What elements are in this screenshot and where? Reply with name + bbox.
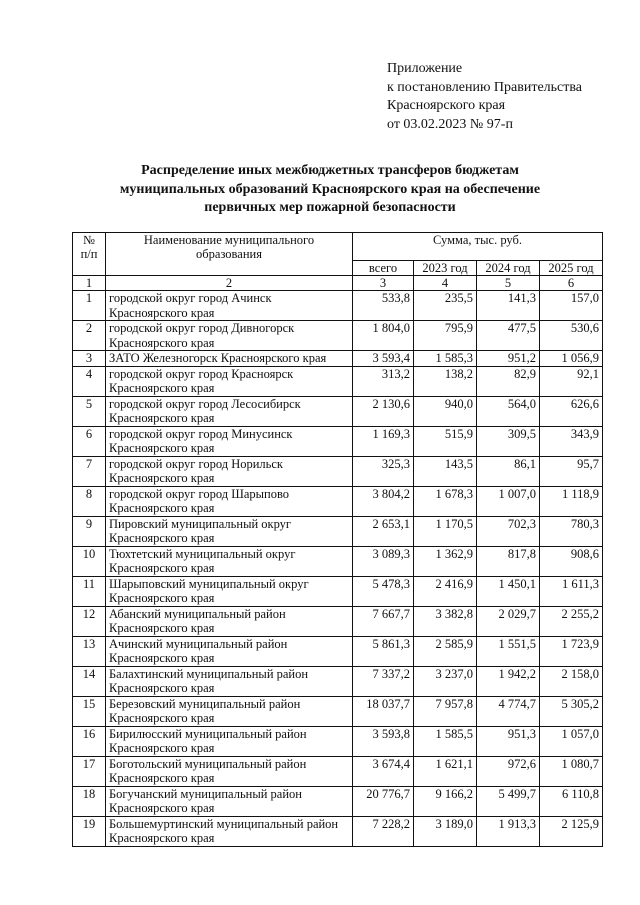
- municipality-name-line: Боготольский муниципальный район: [109, 756, 307, 771]
- amount-total: 2 653,1: [353, 516, 414, 546]
- amount-2023: 1 362,9: [414, 546, 477, 576]
- amount-2023: 9 166,2: [414, 786, 477, 816]
- header-num-line2: п/п: [80, 247, 98, 261]
- row-number: 9: [73, 516, 106, 546]
- amount-2024: 951,3: [477, 726, 540, 756]
- amount-2023: 2 416,9: [414, 576, 477, 606]
- table-row: [73, 351, 603, 367]
- amount-2024: 477,5: [477, 321, 540, 351]
- header-total: всего: [353, 261, 414, 276]
- municipality-name-line: городской округ город Минусинск: [109, 426, 293, 441]
- municipality-name: [106, 666, 353, 696]
- municipality-name-line: Красноярского края: [109, 441, 215, 455]
- distribution-table: [72, 232, 603, 847]
- municipality-name: [106, 786, 353, 816]
- amount-total: 7 667,7: [353, 606, 414, 636]
- amount-2023: 1 621,1: [414, 756, 477, 786]
- row-number: 5: [73, 396, 106, 426]
- municipality-name: [106, 366, 353, 396]
- amount-2024: 564,0: [477, 396, 540, 426]
- municipality-name-line: Красноярского края: [109, 801, 215, 815]
- header-name-line2: образования: [196, 247, 262, 261]
- amount-2025: 2 125,9: [540, 816, 603, 846]
- municipality-name-line: Красноярского края: [109, 681, 215, 695]
- title-line: первичных мер пожарной безопасности: [204, 200, 456, 215]
- amount-2023: 143,5: [414, 456, 477, 486]
- amount-2024: 309,5: [477, 426, 540, 456]
- municipality-name: [106, 291, 353, 321]
- table-row: [73, 696, 603, 726]
- amount-2025: 1 080,7: [540, 756, 603, 786]
- table-row: [73, 666, 603, 696]
- appendix-line: от 03.02.2023 № 97-п: [387, 116, 513, 132]
- municipality-name-line: Красноярского края: [109, 651, 215, 665]
- table-row: [73, 321, 603, 351]
- table-row: [73, 606, 603, 636]
- municipality-name: [106, 486, 353, 516]
- municipality-name-line: Красноярского края: [109, 305, 215, 320]
- amount-2025: 92,1: [540, 366, 603, 396]
- municipality-name-line: Красноярского края: [109, 335, 215, 350]
- municipality-name-line: городской округ город Ачинск: [109, 291, 272, 305]
- amount-2023: 1 678,3: [414, 486, 477, 516]
- municipality-name: [106, 696, 353, 726]
- row-number: 13: [73, 636, 106, 666]
- amount-2025: 1 118,9: [540, 486, 603, 516]
- amount-total: 1 804,0: [353, 321, 414, 351]
- header-2024: 2024 год: [477, 261, 540, 276]
- row-number: 8: [73, 486, 106, 516]
- amount-total: 313,2: [353, 366, 414, 396]
- table-row: [73, 576, 603, 606]
- amount-total: 5 478,3: [353, 576, 414, 606]
- amount-2024: 2 029,7: [477, 606, 540, 636]
- column-number: 4: [414, 276, 477, 291]
- municipality-name: [106, 576, 353, 606]
- municipality-name-line: городской округ город Норильск: [109, 456, 283, 471]
- header-num: [73, 233, 106, 276]
- municipality-name: [106, 756, 353, 786]
- amount-2024: 972,6: [477, 756, 540, 786]
- amount-2025: 1 057,0: [540, 726, 603, 756]
- amount-2023: 7 957,8: [414, 696, 477, 726]
- amount-total: 5 861,3: [353, 636, 414, 666]
- municipality-name-line: Бирилюсский муниципальный район: [109, 726, 307, 741]
- header-2023: 2023 год: [414, 261, 477, 276]
- header-sum: Сумма, тыс. руб.: [353, 233, 603, 261]
- amount-2023: 2 585,9: [414, 636, 477, 666]
- amount-total: 7 337,2: [353, 666, 414, 696]
- table-row: [73, 546, 603, 576]
- amount-2024: 141,3: [477, 291, 540, 321]
- municipality-name-line: Красноярского края: [109, 621, 215, 635]
- appendix-line: Приложение: [387, 61, 463, 76]
- municipality-name-line: Тюхтетский муниципальный округ: [109, 546, 296, 561]
- municipality-name-line: Красноярского края: [109, 411, 215, 425]
- amount-2025: 908,6: [540, 546, 603, 576]
- column-number-row: [73, 276, 603, 291]
- amount-total: 1 169,3: [353, 426, 414, 456]
- amount-total: 3 804,2: [353, 486, 414, 516]
- row-number: 6: [73, 426, 106, 456]
- municipality-name: [106, 426, 353, 456]
- amount-2025: 6 110,8: [540, 786, 603, 816]
- amount-2025: 530,6: [540, 321, 603, 351]
- header-2025: 2025 год: [540, 261, 603, 276]
- amount-total: 7 228,2: [353, 816, 414, 846]
- row-number: 19: [73, 816, 106, 846]
- municipality-name: [106, 606, 353, 636]
- table-row: [73, 726, 603, 756]
- amount-2025: 1 723,9: [540, 636, 603, 666]
- municipality-name-line: Красноярского края: [109, 471, 215, 485]
- amount-2024: 702,3: [477, 516, 540, 546]
- amount-2024: 1 551,5: [477, 636, 540, 666]
- table-row: [73, 456, 603, 486]
- amount-2024: 817,8: [477, 546, 540, 576]
- municipality-name: [106, 636, 353, 666]
- row-number: 7: [73, 456, 106, 486]
- amount-2024: 5 499,7: [477, 786, 540, 816]
- amount-2023: 3 382,8: [414, 606, 477, 636]
- amount-2025: 95,7: [540, 456, 603, 486]
- header-name-line1: Наименование муниципального: [143, 233, 315, 247]
- amount-2024: 1 913,3: [477, 816, 540, 846]
- amount-2025: 5 305,2: [540, 696, 603, 726]
- amount-2024: 1 007,0: [477, 486, 540, 516]
- municipality-name-line: Красноярского края: [109, 501, 215, 515]
- municipality-name-line: Красноярского края: [109, 831, 215, 845]
- column-number: 2: [106, 276, 353, 291]
- row-number: 16: [73, 726, 106, 756]
- municipality-name: [106, 456, 353, 486]
- amount-2024: 1 942,2: [477, 666, 540, 696]
- municipality-name-line: Красноярского края: [109, 381, 215, 395]
- municipality-name-line: Абанский муниципальный район: [109, 606, 286, 621]
- municipality-name-line: Шарыповский муниципальный округ: [109, 576, 309, 591]
- municipality-name-line: Богучанский муниципальный район: [109, 786, 302, 801]
- amount-2025: 1 611,3: [540, 576, 603, 606]
- municipality-name-line: городской округ город Дивногорск: [109, 321, 295, 335]
- amount-2023: 795,9: [414, 321, 477, 351]
- row-number: 15: [73, 696, 106, 726]
- table-row: [73, 786, 603, 816]
- row-number: 12: [73, 606, 106, 636]
- amount-2023: 138,2: [414, 366, 477, 396]
- row-number: 18: [73, 786, 106, 816]
- municipality-name-line: Красноярского края: [109, 771, 215, 785]
- amount-2024: 82,9: [477, 366, 540, 396]
- appendix-line: к постановлению Правительства: [387, 79, 583, 95]
- table-body: [73, 291, 603, 847]
- row-number: 10: [73, 546, 106, 576]
- municipality-name-line: Ачинский муниципальный район: [109, 636, 288, 651]
- municipality-name-line: ЗАТО Железногорск Красноярского края: [109, 351, 327, 365]
- municipality-name: [106, 396, 353, 426]
- column-number: 6: [540, 276, 603, 291]
- table-row: [73, 756, 603, 786]
- row-number: 3: [73, 351, 106, 367]
- amount-2023: 1 585,3: [414, 351, 477, 367]
- amount-total: 3 593,4: [353, 351, 414, 367]
- municipality-name-line: Балахтинский муниципальный район: [109, 666, 309, 681]
- amount-2025: 343,9: [540, 426, 603, 456]
- amount-2023: 235,5: [414, 291, 477, 321]
- column-number: 1: [73, 276, 106, 291]
- amount-2025: 626,6: [540, 396, 603, 426]
- amount-2023: 3 189,0: [414, 816, 477, 846]
- municipality-name: [106, 321, 353, 351]
- amount-total: 20 776,7: [353, 786, 414, 816]
- amount-total: 2 130,6: [353, 396, 414, 426]
- amount-total: 533,8: [353, 291, 414, 321]
- amount-2025: 2 158,0: [540, 666, 603, 696]
- header-num-line1: №: [83, 233, 95, 247]
- municipality-name-line: Красноярского края: [109, 531, 215, 545]
- amount-2025: 1 056,9: [540, 351, 603, 367]
- appendix-line: Красноярского края: [387, 98, 506, 113]
- amount-total: 325,3: [353, 456, 414, 486]
- municipality-name-line: Красноярского края: [109, 741, 215, 755]
- municipality-name-line: городской округ город Шарыпово: [109, 486, 290, 501]
- table-row: [73, 366, 603, 396]
- table-row: [73, 636, 603, 666]
- amount-2023: 1 170,5: [414, 516, 477, 546]
- amount-total: 18 037,7: [353, 696, 414, 726]
- amount-2025: 2 255,2: [540, 606, 603, 636]
- row-number: 4: [73, 366, 106, 396]
- row-number: 14: [73, 666, 106, 696]
- title-line: Распределение иных межбюджетных трансферов бюджетам: [141, 163, 519, 178]
- amount-2023: 1 585,5: [414, 726, 477, 756]
- amount-total: 3 089,3: [353, 546, 414, 576]
- amount-2024: 951,2: [477, 351, 540, 367]
- row-number: 17: [73, 756, 106, 786]
- table-header: [73, 233, 603, 291]
- municipality-name: [106, 516, 353, 546]
- amount-2024: 1 450,1: [477, 576, 540, 606]
- municipality-name: [106, 816, 353, 846]
- amount-2025: 157,0: [540, 291, 603, 321]
- table-row: [73, 516, 603, 546]
- table-row: [73, 396, 603, 426]
- header-name: [106, 233, 353, 276]
- municipality-name-line: Красноярского края: [109, 561, 215, 575]
- municipality-name-line: Красноярского края: [109, 711, 215, 725]
- municipality-name-line: Пировский муниципальный округ: [109, 516, 292, 531]
- amount-2024: 86,1: [477, 456, 540, 486]
- amount-total: 3 593,8: [353, 726, 414, 756]
- title-line: муниципальных образований Красноярского края на обеспечение: [119, 181, 541, 197]
- column-number: 5: [477, 276, 540, 291]
- appendix-block: [387, 60, 582, 134]
- municipality-name: [106, 351, 353, 367]
- amount-2023: 515,9: [414, 426, 477, 456]
- amount-total: 3 674,4: [353, 756, 414, 786]
- table-row: [73, 426, 603, 456]
- municipality-name-line: городской округ город Красноярск: [109, 366, 294, 381]
- municipality-name: [106, 726, 353, 756]
- row-number: 2: [73, 321, 106, 351]
- municipality-name-line: Березовский муниципальный район: [109, 696, 301, 711]
- document-title: [60, 162, 600, 218]
- table-row: [73, 486, 603, 516]
- amount-2024: 4 774,7: [477, 696, 540, 726]
- municipality-name-line: Большемуртинский муниципальный район: [109, 816, 339, 831]
- amount-2023: 3 237,0: [414, 666, 477, 696]
- table-row: [73, 816, 603, 846]
- row-number: 11: [73, 576, 106, 606]
- municipality-name-line: Красноярского края: [109, 591, 215, 605]
- row-number: 1: [73, 291, 106, 321]
- municipality-name: [106, 546, 353, 576]
- amount-2025: 780,3: [540, 516, 603, 546]
- column-number: 3: [353, 276, 414, 291]
- municipality-name-line: городской округ город Лесосибирск: [109, 396, 301, 411]
- amount-2023: 940,0: [414, 396, 477, 426]
- table-row: [73, 291, 603, 321]
